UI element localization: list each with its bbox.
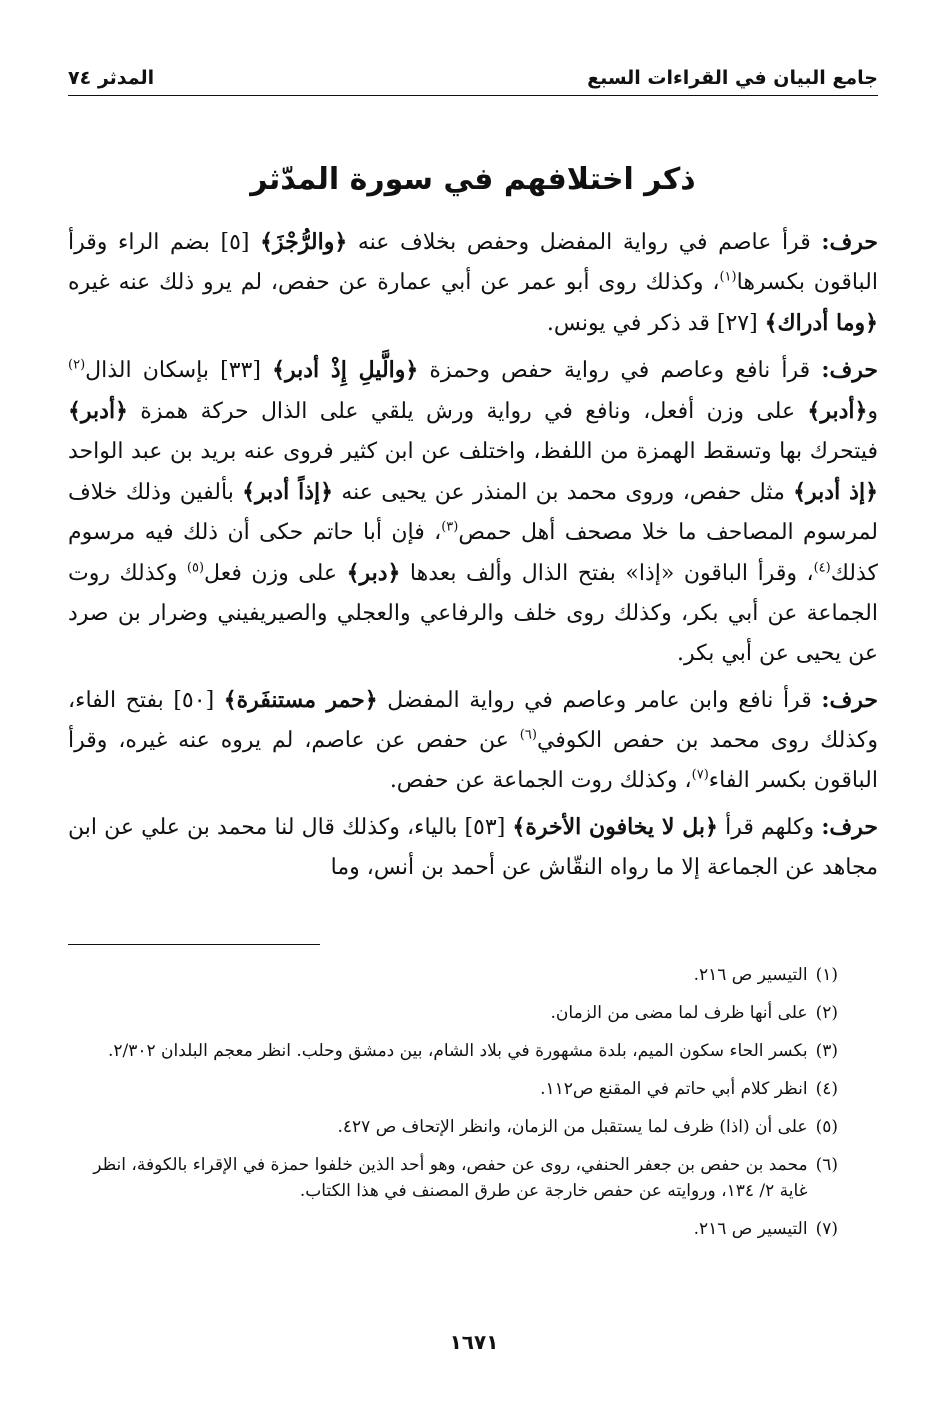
quran-quote: ﴿أدبر﴾: [807, 398, 868, 424]
text-run: [٣٣] بإسكان الذال: [85, 358, 273, 383]
paragraph-1: [68, 222, 878, 344]
paragraph-lead: حرف:: [821, 687, 878, 713]
footnote-number: (٢): [815, 1003, 838, 1023]
paragraph-2: [68, 350, 878, 674]
text-run: و: [867, 399, 878, 424]
footnote-text: التيسير ص ٢١٦.: [693, 1219, 808, 1239]
book-title: جامع البيان في القراءات السبع: [587, 67, 878, 89]
text-run: عن حفص عن عاصم، لم يروه عنه غيره، وقرأ الباقون بكسر الفاء: [68, 728, 878, 793]
footnote-item: [68, 1216, 838, 1242]
text-run: [٢٧] قد ذكر في يونس.: [546, 311, 765, 336]
footnote-ref: (٢): [68, 357, 86, 373]
footnote-ref: (٤): [813, 560, 831, 576]
text-run: ، وكذلك روى أبو عمر عن أبي عمارة عن حفص، لم يرو ذلك عنه غيره: [68, 270, 720, 295]
footnote-number: (٤): [815, 1079, 838, 1099]
text-run: وكذلك روت الجماعة عن أبي بكر، وكذلك روى خلف والرفاعي والعجلي والصيريفيني وضرار بن صرد عن يحيى عن أبي بكر.: [68, 561, 878, 666]
quran-quote: ﴿والَّيلِ إِذْ أدبر﴾: [272, 357, 419, 383]
text-run: قرأ نافع وعاصم في رواية حفص وحمزة: [418, 358, 822, 383]
quran-quote: ﴿حمر مستنفَرة﴾: [223, 687, 378, 713]
text-run: ، فإن أبا حاتم حكى أن ذلك فيه مرسوم كذلك: [68, 520, 878, 586]
quran-quote: ﴿والرُّجْزَ﴾: [260, 229, 348, 255]
quran-quote: ﴿إذاً أدبر﴾: [242, 479, 334, 505]
text-run: على وزن أفعل، ونافع في رواية ورش يلقي على الذال حركة همزة: [127, 399, 808, 424]
text-run: فيتحرك بها وتسقط الهمزة من اللفظ، واختلف عن ابن كثير فروى عنه بريد بن عبد الواحد: [68, 439, 878, 464]
footnote-item: [68, 1038, 838, 1064]
footnote-number: (٦): [815, 1155, 838, 1175]
text-run: ، وقرأ الباقون «إذا» بفتح الذال وألف بعدها: [400, 561, 814, 586]
footnote-text: على أن (اذا) ظرف لما يستقبل من الزمان، وانظر الإتحاف ص ٤٢٧.: [337, 1117, 808, 1137]
footnote-ref: (٦): [519, 727, 537, 743]
text-run: [٥٣] بالياء، وكذلك قال لنا محمد بن علي عن ابن مجاهد عن الجماعة إلا ما رواه النقّاش عن أحمد بن أنس، وما: [68, 815, 878, 880]
page-number: ١٦٧١: [449, 1330, 499, 1354]
text-run: قرأ عاصم في رواية المفضل وحفص بخلاف عنه: [347, 230, 822, 255]
footnotes: [68, 962, 838, 1254]
footnote-number: (٣): [815, 1041, 838, 1061]
text-run: ، وكذلك روت الجماعة عن حفص.: [389, 768, 692, 793]
footnote-text: محمد بن حفص بن جعفر الحنفي، روى عن حفص، وهو أحد الذين خلفوا حمزة في الإقراء بالكوفة، انظر غاية ٢/ ١٣٤، وروايته عن حفص خارجة عن طرق المصنف في هذا الكتاب.: [93, 1155, 808, 1201]
quran-quote: ﴿إذ أدبر﴾: [793, 479, 878, 505]
paragraph-4: [68, 807, 878, 888]
paragraph-lead: حرف:: [821, 357, 879, 383]
quran-quote: ﴿بل لا يخافون الأخرة﴾: [512, 814, 718, 840]
paragraph-lead: حرف:: [821, 814, 878, 840]
text-run: [٥] بضم الراء وقرأ الباقون بكسرها: [68, 230, 879, 295]
footnote-text: بكسر الحاء سكون الميم، بلدة مشهورة في بلاد الشام، بين دمشق وحلب. انظر معجم البلدان ٢/٣٠٢.: [107, 1041, 808, 1061]
footnote-item: [68, 1000, 838, 1026]
footnote-number: (٧): [815, 1219, 838, 1239]
footnote-item: [68, 1114, 838, 1140]
surah-page-label: المدثر ٧٤: [68, 67, 155, 89]
footnote-ref: (٧): [691, 767, 709, 783]
quran-quote: ﴿أدبر﴾: [68, 398, 128, 424]
footnote-number: (١): [815, 965, 838, 985]
footnote-ref: (٣): [441, 519, 459, 535]
footnote-ref: (١): [719, 269, 737, 285]
footnote-ref: (٥): [186, 560, 205, 576]
text-run: مثل حفص، وروى محمد بن المنذر عن يحيى عنه: [333, 480, 794, 505]
text-run: [٥٠] بفتح الفاء، وكذلك روى محمد بن حفص الكوفي: [68, 688, 878, 753]
footnote-number: (٥): [815, 1117, 838, 1137]
quran-quote: ﴿دبر﴾: [346, 560, 401, 586]
text-run: قرأ نافع وابن عامر وعاصم في رواية المفضل: [377, 688, 822, 713]
main-text: [68, 222, 878, 894]
running-header: [68, 52, 878, 96]
footnote-text: التيسير ص ٢١٦.: [693, 965, 808, 985]
footnote-item: [68, 1152, 838, 1204]
footnote-text: على أنها ظرف لما مضى من الزمان.: [550, 1003, 808, 1023]
footnote-item: [68, 1076, 838, 1102]
footnote-text: انظر كلام أبي حاتم في المقنع ص١١٢.: [540, 1079, 808, 1099]
text-run: على وزن فعل: [204, 561, 347, 586]
section-title: ذكر اختلافهم في سورة المدّثر: [250, 162, 696, 197]
paragraph-lead: حرف:: [821, 229, 878, 255]
footnote-item: [68, 962, 838, 988]
text-run: وكلهم قرأ: [717, 815, 822, 840]
footnote-separator: [68, 944, 320, 945]
quran-quote: ﴿وما أدراك﴾: [764, 310, 878, 336]
paragraph-3: [68, 680, 878, 801]
text-run: بألفين وذلك خلاف لمرسوم المصاحف ما خلا مصحف أهل حمص: [68, 480, 879, 545]
